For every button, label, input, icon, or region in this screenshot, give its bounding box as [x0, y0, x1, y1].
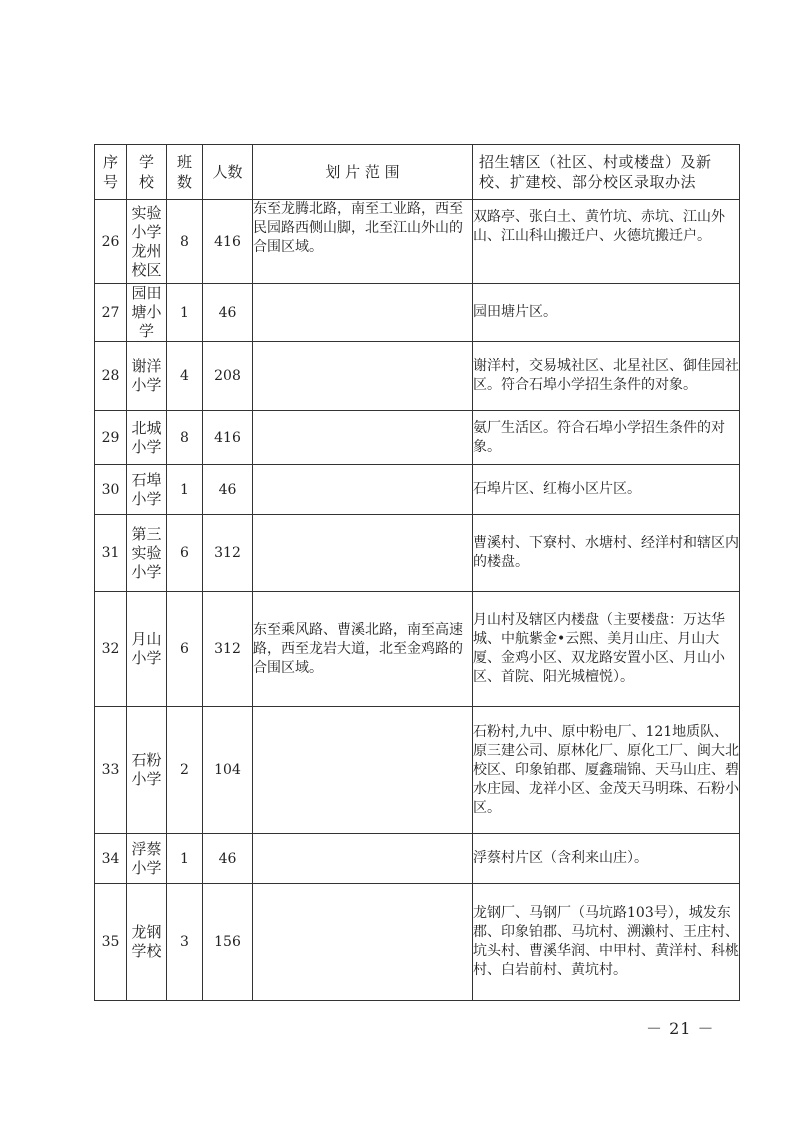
- table-row: [95, 515, 740, 592]
- row-classes: 8: [167, 411, 203, 465]
- row-rules: 谢洋村，交易城社区、北星社区、御佳园社区。符合石埠小学招生条件的对象。: [473, 342, 740, 411]
- row-school: [127, 465, 167, 515]
- row-range: [253, 342, 473, 411]
- row-rules: 石粉村,九中、原中粉电厂、121地质队、原三建公司、原林化厂、原化工厂、闽大北校区、印象铂郡、厦鑫瑞锦、天马山庄、碧水庄园、龙祥小区、金茂天马明珠、石粉小区。: [473, 707, 740, 834]
- row-no: 35: [95, 884, 127, 1001]
- row-classes: 1: [167, 834, 203, 884]
- table-row: [95, 465, 740, 515]
- row-no: 28: [95, 342, 127, 411]
- table-row: [95, 411, 740, 465]
- page-number: － 21 －: [646, 1019, 715, 1038]
- row-school: [127, 200, 167, 284]
- row-rules: 曹溪村、下寮村、水塘村、经洋村和辖区内的楼盘。: [473, 515, 740, 592]
- row-count: 416: [203, 200, 253, 284]
- table-row: [95, 592, 740, 707]
- row-range: [253, 284, 473, 342]
- row-school: [127, 592, 167, 707]
- row-count: 312: [203, 515, 253, 592]
- row-range: [253, 465, 473, 515]
- row-count: 104: [203, 707, 253, 834]
- admission-table: [94, 144, 740, 1001]
- header-count: 人数: [203, 145, 253, 200]
- header-no: 序号: [95, 145, 127, 200]
- row-classes: 6: [167, 515, 203, 592]
- table-row: [95, 707, 740, 834]
- row-range: [253, 884, 473, 1001]
- row-rules: 氨厂生活区。符合石埠小学招生条件的对象。: [473, 411, 740, 465]
- header-range: 划 片 范 围: [253, 145, 473, 200]
- school-name: 石埠小学: [131, 470, 162, 508]
- school-name: 实验小学龙州校区: [131, 203, 162, 279]
- row-classes: 4: [167, 342, 203, 411]
- school-name: 第三实验小学: [131, 524, 162, 581]
- row-count: 208: [203, 342, 253, 411]
- school-name: 月山小学: [131, 630, 162, 667]
- row-no: 32: [95, 592, 127, 707]
- row-count: 46: [203, 834, 253, 884]
- row-count: 46: [203, 284, 253, 342]
- school-name: 谢洋小学: [131, 357, 162, 394]
- row-rules: 浮蔡村片区（含利来山庄）。: [473, 834, 740, 884]
- row-classes: 8: [167, 200, 203, 284]
- row-school: [127, 834, 167, 884]
- school-name: 龙钢学校: [131, 923, 162, 960]
- row-count: 156: [203, 884, 253, 1001]
- row-no: 26: [95, 200, 127, 284]
- row-range: [253, 707, 473, 834]
- row-range: 东至龙腾北路，南至工业路，西至民园路西侧山脚，北至江山外山的合围区域。: [253, 200, 473, 284]
- header-school: 学校: [127, 145, 167, 200]
- row-school: [127, 515, 167, 592]
- row-count: 416: [203, 411, 253, 465]
- row-rules: 石埠片区、红梅小区片区。: [473, 465, 740, 515]
- school-name: 浮蔡小学: [131, 839, 162, 877]
- row-no: 33: [95, 707, 127, 834]
- row-school: [127, 707, 167, 834]
- row-no: 29: [95, 411, 127, 465]
- row-no: 30: [95, 465, 127, 515]
- table-row: [95, 834, 740, 884]
- row-school: [127, 342, 167, 411]
- row-rules: 龙钢厂、马钢厂（马坑路103号），城发东郡、印象铂郡、马坑村、溯濑村、王庄村、坑头村、曹溪华润、中甲村、黄洋村、科桃村、白岩前村、黄坑村。: [473, 884, 740, 1001]
- row-range: [253, 515, 473, 592]
- row-rules: 月山村及辖区内楼盘（主要楼盘：万达华城、中航紫金•云熙、美月山庄、月山大厦、金鸡小区、双龙路安置小区、月山小区、首院、阳光城檀悦）。: [473, 592, 740, 707]
- row-no: 31: [95, 515, 127, 592]
- school-name: 北城小学: [131, 418, 162, 456]
- row-school: [127, 884, 167, 1001]
- header-rules: 招生辖区（社区、村或楼盘）及新校、扩建校、部分校区录取办法: [473, 145, 740, 200]
- row-school: [127, 411, 167, 465]
- table-row: [95, 342, 740, 411]
- row-no: 34: [95, 834, 127, 884]
- row-classes: 1: [167, 465, 203, 515]
- header-classes: 班数: [167, 145, 203, 200]
- table-row: [95, 284, 740, 342]
- school-name: 园田塘小学: [131, 284, 162, 340]
- school-name: 石粉小学: [131, 751, 162, 788]
- table-header-row: [95, 145, 740, 200]
- row-no: 27: [95, 284, 127, 342]
- row-range: [253, 834, 473, 884]
- row-range: 东至乘风路、曹溪北路，南至高速路，西至龙岩大道，北至金鸡路的合围区域。: [253, 592, 473, 707]
- row-count: 46: [203, 465, 253, 515]
- row-classes: 1: [167, 284, 203, 342]
- table-row: [95, 884, 740, 1001]
- row-classes: 6: [167, 592, 203, 707]
- table-row: [95, 200, 740, 284]
- row-classes: 3: [167, 884, 203, 1001]
- row-rules: 双路亭、张白土、黄竹坑、赤坑、江山外山、江山科山搬迁户、火德坑搬迁户。: [473, 200, 740, 284]
- row-rules: 园田塘片区。: [473, 284, 740, 342]
- row-school: [127, 284, 167, 342]
- row-classes: 2: [167, 707, 203, 834]
- row-count: 312: [203, 592, 253, 707]
- row-range: [253, 411, 473, 465]
